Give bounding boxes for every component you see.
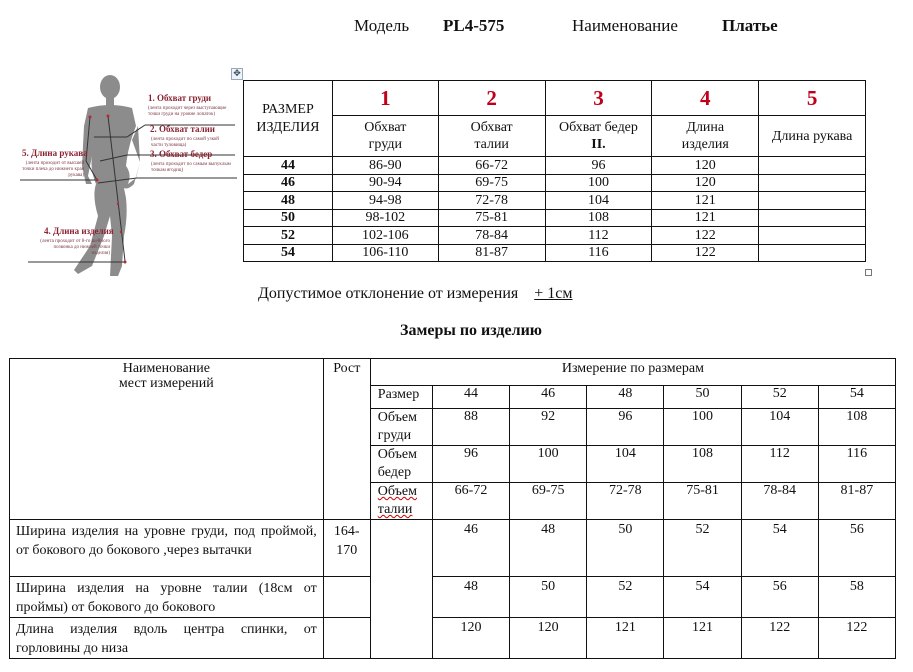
name-label: Наименование — [572, 16, 678, 35]
figure-note-chest: (лента проходит через выступающие точки груди на уровне лопаток) — [148, 106, 227, 117]
sub-row-label: Объем талии — [370, 483, 432, 520]
value-cell: 104 — [587, 446, 664, 483]
value-cell: 75-81 — [438, 209, 545, 227]
name-header-line2: мест измерений — [118, 376, 214, 391]
value-cell: 121 — [587, 618, 664, 659]
value-cell: 50 — [587, 520, 664, 577]
value-cell: 81-87 — [818, 483, 895, 520]
value-cell: 52 — [664, 520, 741, 577]
value-cell: 69-75 — [510, 483, 587, 520]
size-cell: 46 — [244, 174, 333, 192]
column-header: Обхват талии — [438, 116, 545, 157]
height-value — [323, 577, 370, 618]
model-label: Модель — [354, 16, 410, 35]
size-cell: 52 — [244, 227, 333, 245]
height-value — [323, 618, 370, 659]
figure-label-hips: 3. Обхват бедер — [150, 149, 213, 159]
figure-label-waist: 2. Обхват талии — [150, 124, 215, 134]
sizes-header: Измерение по размерам — [370, 359, 895, 386]
value-cell: 116 — [818, 446, 895, 483]
value-cell: 100 — [545, 174, 652, 192]
table-row — [244, 157, 866, 175]
height-header: Рост — [323, 359, 370, 520]
table-row — [244, 209, 866, 227]
size-cell: 54 — [244, 244, 333, 262]
value-cell: 122 — [652, 227, 759, 245]
value-cell: 52 — [741, 386, 818, 409]
value-cell: 46 — [432, 520, 509, 577]
column-header: Длина рукава — [759, 116, 866, 157]
column-header: Обхват бедер II. — [545, 116, 652, 157]
value-cell: 120 — [652, 174, 759, 192]
height-value: 164- 170 — [323, 520, 370, 577]
value-cell: 112 — [741, 446, 818, 483]
value-cell: 44 — [432, 386, 509, 409]
column-number: 5 — [759, 81, 866, 116]
value-cell: 50 — [664, 386, 741, 409]
table-row — [10, 618, 896, 659]
size-cell: 48 — [244, 192, 333, 210]
table-move-handle-icon[interactable]: ✥ — [231, 68, 243, 80]
sub-row-label: Объем бедер — [370, 446, 432, 483]
value-cell: 100 — [664, 409, 741, 446]
table-row — [10, 577, 896, 618]
measurement-name: Ширина изделия на уровне талии (18см от проймы) от бокового до бокового — [10, 577, 324, 618]
column-number: 3 — [545, 81, 652, 116]
value-cell: 48 — [587, 386, 664, 409]
value-cell: 121 — [652, 209, 759, 227]
value-cell: 96 — [587, 409, 664, 446]
column-number: 4 — [652, 81, 759, 116]
value-cell: 120 — [432, 618, 509, 659]
value-cell: 121 — [652, 192, 759, 210]
value-cell: 104 — [545, 192, 652, 210]
measurement-name: Ширина изделия на уровне груди, под проймой, от бокового до бокового ,через вытачки — [10, 520, 324, 577]
value-cell: 56 — [741, 577, 818, 618]
value-cell — [759, 227, 866, 245]
value-cell: 58 — [818, 577, 895, 618]
value-cell: 48 — [432, 577, 509, 618]
value-cell: 46 — [510, 386, 587, 409]
value-cell: 94-98 — [332, 192, 438, 210]
value-cell — [759, 244, 866, 262]
tolerance-value: + 1см — [534, 285, 573, 302]
value-cell: 116 — [545, 244, 652, 262]
value-cell: 92 — [510, 409, 587, 446]
figure-note-length: (лента проходит от 8-го шейного позвонка до нижней точки изделия) — [40, 239, 110, 256]
sub-row-label: Объем груди — [370, 409, 432, 446]
value-cell: 56 — [818, 520, 895, 577]
tolerance-text: Допустимое отклонение от измерения — [258, 285, 519, 302]
column-number: 2 — [438, 81, 545, 116]
column-header: Длина изделия — [652, 116, 759, 157]
table-resize-handle[interactable] — [865, 269, 872, 276]
tolerance-note — [258, 285, 572, 303]
figure-label-sleeve: 5. Длина рукава — [22, 148, 88, 158]
size-cell: 50 — [244, 209, 333, 227]
name-header-line1: Наименование — [122, 361, 210, 376]
value-cell: 66-72 — [438, 157, 545, 175]
size-chart-table — [243, 80, 866, 262]
measurement-figure — [0, 66, 243, 278]
value-cell: 96 — [545, 157, 652, 175]
size-header-line1: РАЗМЕР — [262, 101, 314, 117]
table-row — [10, 520, 896, 577]
value-cell: 48 — [510, 520, 587, 577]
value-cell: 69-75 — [438, 174, 545, 192]
figure-note-waist: (лента проходит по самой узкой части туловища) — [151, 137, 219, 148]
value-cell: 96 — [432, 446, 509, 483]
product-measurements-table — [9, 358, 896, 659]
value-cell: 54 — [664, 577, 741, 618]
value-cell: 122 — [818, 618, 895, 659]
value-cell: 108 — [664, 446, 741, 483]
figure-note-hips: (лента проходит по самым выпуклым точкам ягодиц) — [151, 162, 231, 173]
name-header-cell — [10, 359, 324, 520]
value-cell: 108 — [545, 209, 652, 227]
column-header: Обхват груди — [332, 116, 438, 157]
value-cell: 88 — [432, 409, 509, 446]
table-row — [244, 227, 866, 245]
value-cell: 54 — [818, 386, 895, 409]
value-cell: 106-110 — [332, 244, 438, 262]
value-cell: 86-90 — [332, 157, 438, 175]
value-cell: 120 — [652, 157, 759, 175]
value-cell: 90-94 — [332, 174, 438, 192]
value-cell: 100 — [510, 446, 587, 483]
value-cell: 122 — [652, 244, 759, 262]
value-cell: 52 — [587, 577, 664, 618]
value-cell: 78-84 — [438, 227, 545, 245]
value-cell: 54 — [741, 520, 818, 577]
value-cell: 50 — [510, 577, 587, 618]
value-cell: 104 — [741, 409, 818, 446]
size-header-cell — [244, 81, 333, 157]
sub-row-label: Размер — [370, 386, 432, 409]
name-value: Платье — [722, 16, 778, 35]
figure-note-sleeve: (лента проходит от высшей точки плеча до нижнего края рукава) — [22, 161, 84, 178]
value-cell — [759, 209, 866, 227]
value-cell: 98-102 — [332, 209, 438, 227]
empty-cell — [370, 520, 432, 659]
table-row — [244, 174, 866, 192]
size-header-line2: ИЗДЕЛИЯ — [256, 119, 320, 135]
value-cell: 112 — [545, 227, 652, 245]
value-cell: 78-84 — [741, 483, 818, 520]
table-row — [244, 244, 866, 262]
table-row — [244, 192, 866, 210]
value-cell: 102-106 — [332, 227, 438, 245]
value-cell: 75-81 — [664, 483, 741, 520]
figure-label-chest: 1. Обхват груди — [148, 93, 212, 103]
value-cell: 66-72 — [432, 483, 509, 520]
value-cell: 120 — [510, 618, 587, 659]
value-cell: 72-78 — [438, 192, 545, 210]
model-value: PL4-575 — [443, 16, 505, 35]
section-title: Замеры по изделию — [400, 322, 543, 339]
value-cell: 72-78 — [587, 483, 664, 520]
value-cell: 122 — [741, 618, 818, 659]
value-cell — [759, 192, 866, 210]
measurement-name: Длина изделия вдоль центра спинки, от горловины до низа — [10, 618, 324, 659]
value-cell — [759, 174, 866, 192]
value-cell: 81-87 — [438, 244, 545, 262]
value-cell: 121 — [664, 618, 741, 659]
value-cell: 108 — [818, 409, 895, 446]
figure-label-length: 4. Длина изделия — [44, 226, 114, 236]
column-number: 1 — [332, 81, 438, 116]
size-cell: 44 — [244, 157, 333, 175]
value-cell — [759, 157, 866, 175]
